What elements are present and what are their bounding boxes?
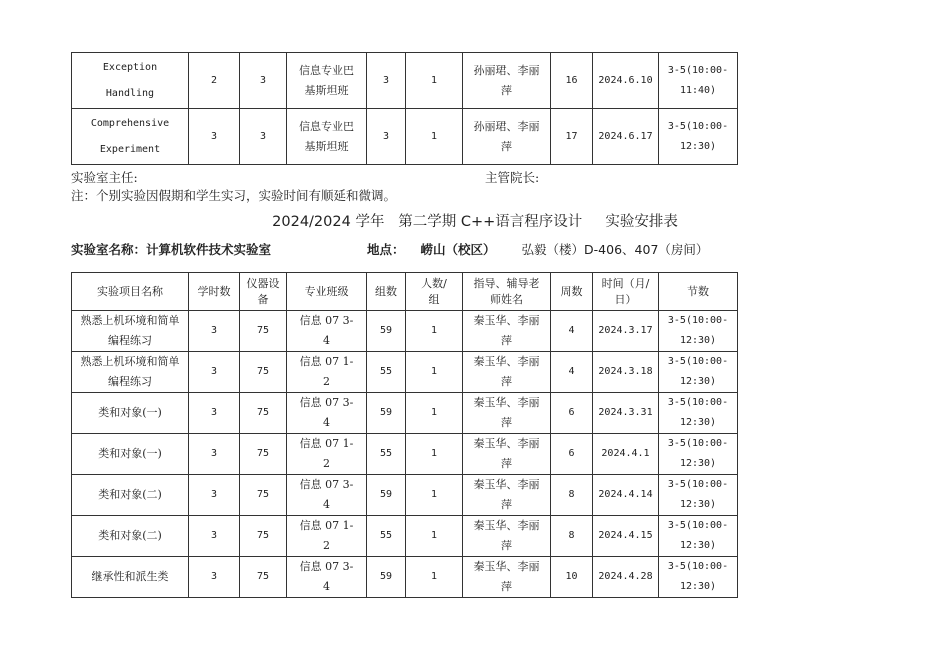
header-cell: 仪器设备 (240, 273, 287, 311)
experiment-name-cell (72, 109, 189, 165)
hours-cell: 3 (189, 557, 240, 598)
teachers-cell: 秦玉华、李丽萍 (463, 434, 551, 475)
dean-signature: 主管院长: (485, 170, 540, 185)
period-cell: 3-5(10:00-12:30) (659, 475, 738, 516)
header-cell: 周数 (551, 273, 593, 311)
hours-cell: 3 (189, 109, 240, 165)
campus-label: 崂山（校区） (420, 242, 496, 257)
groups-cell: 55 (367, 352, 406, 393)
hours-cell: 2 (189, 53, 240, 109)
week-cell: 8 (551, 516, 593, 557)
previous-schedule-body (72, 53, 738, 165)
experiment-name-cell: 继承性和派生类 (72, 557, 189, 598)
class-cell: 信息 07 3-4 (287, 311, 367, 352)
period-cell: 3-5(10:00-11:40) (659, 53, 738, 109)
class-cell: 信息 07 1-2 (287, 434, 367, 475)
week-cell: 6 (551, 434, 593, 475)
devices-cell: 75 (240, 311, 287, 352)
table-row (72, 352, 738, 393)
date-cell: 2024.3.31 (593, 393, 659, 434)
teachers-cell: 孙丽珺、李丽萍 (463, 53, 551, 109)
groups-cell: 55 (367, 516, 406, 557)
schedule-note: 注：个别实验因假期和学生实习，实验时间有顺延和微调。 (71, 188, 397, 203)
teachers-cell: 秦玉华、李丽萍 (463, 352, 551, 393)
devices-cell: 75 (240, 352, 287, 393)
period-cell: 3-5(10:00-12:30) (659, 516, 738, 557)
per-group-cell: 1 (406, 434, 463, 475)
hours-cell: 3 (189, 434, 240, 475)
per-group-cell: 1 (406, 557, 463, 598)
table-row (72, 516, 738, 557)
experiment-name-cell: 类和对象(二) (72, 475, 189, 516)
experiment-name-line: Comprehensive (90, 117, 170, 129)
experiment-name-line: Exception (102, 61, 158, 73)
class-cell: 信息 07 1-2 (287, 516, 367, 557)
devices-cell: 75 (240, 393, 287, 434)
schedule-body (72, 311, 738, 598)
lab-director-signature: 实验室主任: (71, 170, 138, 185)
header-cell: 指导、辅导老师姓名 (463, 273, 551, 311)
class-cell: 信息专业巴基斯坦班 (287, 109, 367, 165)
week-cell: 4 (551, 352, 593, 393)
groups-cell: 59 (367, 311, 406, 352)
table-row (72, 475, 738, 516)
per-group-cell: 1 (406, 352, 463, 393)
experiment-name-cell: 类和对象(一) (72, 434, 189, 475)
class-cell: 信息 07 3-4 (287, 475, 367, 516)
teachers-cell: 秦玉华、李丽萍 (463, 311, 551, 352)
devices-cell: 3 (240, 53, 287, 109)
week-cell: 6 (551, 393, 593, 434)
header-cell: 学时数 (189, 273, 240, 311)
class-cell: 信息 07 3-4 (287, 393, 367, 434)
date-cell: 2024.4.14 (593, 475, 659, 516)
week-cell: 4 (551, 311, 593, 352)
groups-cell: 3 (367, 109, 406, 165)
experiment-name-cell: 类和对象(二) (72, 516, 189, 557)
groups-cell: 59 (367, 475, 406, 516)
date-cell: 2024.6.10 (593, 53, 659, 109)
table-header-row (72, 273, 738, 311)
period-cell: 3-5(10:00-12:30) (659, 434, 738, 475)
date-cell: 2024.6.17 (593, 109, 659, 165)
period-cell: 3-5(10:00-12:30) (659, 352, 738, 393)
hours-cell: 3 (189, 393, 240, 434)
date-cell: 2024.4.28 (593, 557, 659, 598)
groups-cell: 3 (367, 53, 406, 109)
teachers-cell: 秦玉华、李丽萍 (463, 475, 551, 516)
lab-info-line (71, 240, 708, 258)
header-cell: 人数/组 (406, 273, 463, 311)
header-cell: 节数 (659, 273, 738, 311)
table-row (72, 109, 738, 165)
period-cell: 3-5(10:00-12:30) (659, 393, 738, 434)
per-group-cell: 1 (406, 53, 463, 109)
groups-cell: 59 (367, 393, 406, 434)
per-group-cell: 1 (406, 311, 463, 352)
teachers-cell: 秦玉华、李丽萍 (463, 516, 551, 557)
groups-cell: 59 (367, 557, 406, 598)
teachers-cell: 孙丽珺、李丽萍 (463, 109, 551, 165)
period-cell: 3-5(10:00-12:30) (659, 109, 738, 165)
table-row (72, 311, 738, 352)
groups-cell: 55 (367, 434, 406, 475)
experiment-schedule-table (71, 272, 738, 598)
table-row (72, 53, 738, 109)
page-title: 2024/2024 学年 第二学期 C++语言程序设计 实验安排表 (272, 214, 678, 230)
hours-cell: 3 (189, 352, 240, 393)
hours-cell: 3 (189, 475, 240, 516)
previous-schedule-table (71, 52, 738, 165)
lab-name: 实验室名称：计算机软件技术实验室 (71, 242, 272, 257)
devices-cell: 75 (240, 516, 287, 557)
per-group-cell: 1 (406, 393, 463, 434)
header-cell: 实验项目名称 (72, 273, 189, 311)
experiment-name-line: Experiment (99, 143, 161, 155)
per-group-cell: 1 (406, 475, 463, 516)
table-row (72, 434, 738, 475)
date-cell: 2024.4.15 (593, 516, 659, 557)
header-cell: 时间（月/日） (593, 273, 659, 311)
week-cell: 10 (551, 557, 593, 598)
per-group-cell: 1 (406, 109, 463, 165)
period-cell: 3-5(10:00-12:30) (659, 311, 738, 352)
hours-cell: 3 (189, 516, 240, 557)
table-row (72, 557, 738, 598)
devices-cell: 3 (240, 109, 287, 165)
experiment-name-cell: 类和对象(一) (72, 393, 189, 434)
experiment-name-cell: 熟悉上机环境和简单编程练习 (72, 352, 189, 393)
location-label: 地点： (367, 242, 405, 257)
class-cell: 信息 07 1-2 (287, 352, 367, 393)
devices-cell: 75 (240, 557, 287, 598)
experiment-name-line: Handling (105, 87, 155, 99)
header-cell: 专业班级 (287, 273, 367, 311)
experiment-name-cell: 熟悉上机环境和简单编程练习 (72, 311, 189, 352)
class-cell: 信息 07 3-4 (287, 557, 367, 598)
period-cell: 3-5(10:00-12:30) (659, 557, 738, 598)
hours-cell: 3 (189, 311, 240, 352)
devices-cell: 75 (240, 434, 287, 475)
date-cell: 2024.3.18 (593, 352, 659, 393)
teachers-cell: 秦玉华、李丽萍 (463, 393, 551, 434)
date-cell: 2024.3.17 (593, 311, 659, 352)
building-label: 弘毅（楼）D-406、407（房间） (521, 242, 709, 257)
table-row (72, 393, 738, 434)
week-cell: 16 (551, 53, 593, 109)
week-cell: 17 (551, 109, 593, 165)
date-cell: 2024.4.1 (593, 434, 659, 475)
experiment-name-cell (72, 53, 189, 109)
devices-cell: 75 (240, 475, 287, 516)
week-cell: 8 (551, 475, 593, 516)
header-cell: 组数 (367, 273, 406, 311)
per-group-cell: 1 (406, 516, 463, 557)
teachers-cell: 秦玉华、李丽萍 (463, 557, 551, 598)
class-cell: 信息专业巴基斯坦班 (287, 53, 367, 109)
